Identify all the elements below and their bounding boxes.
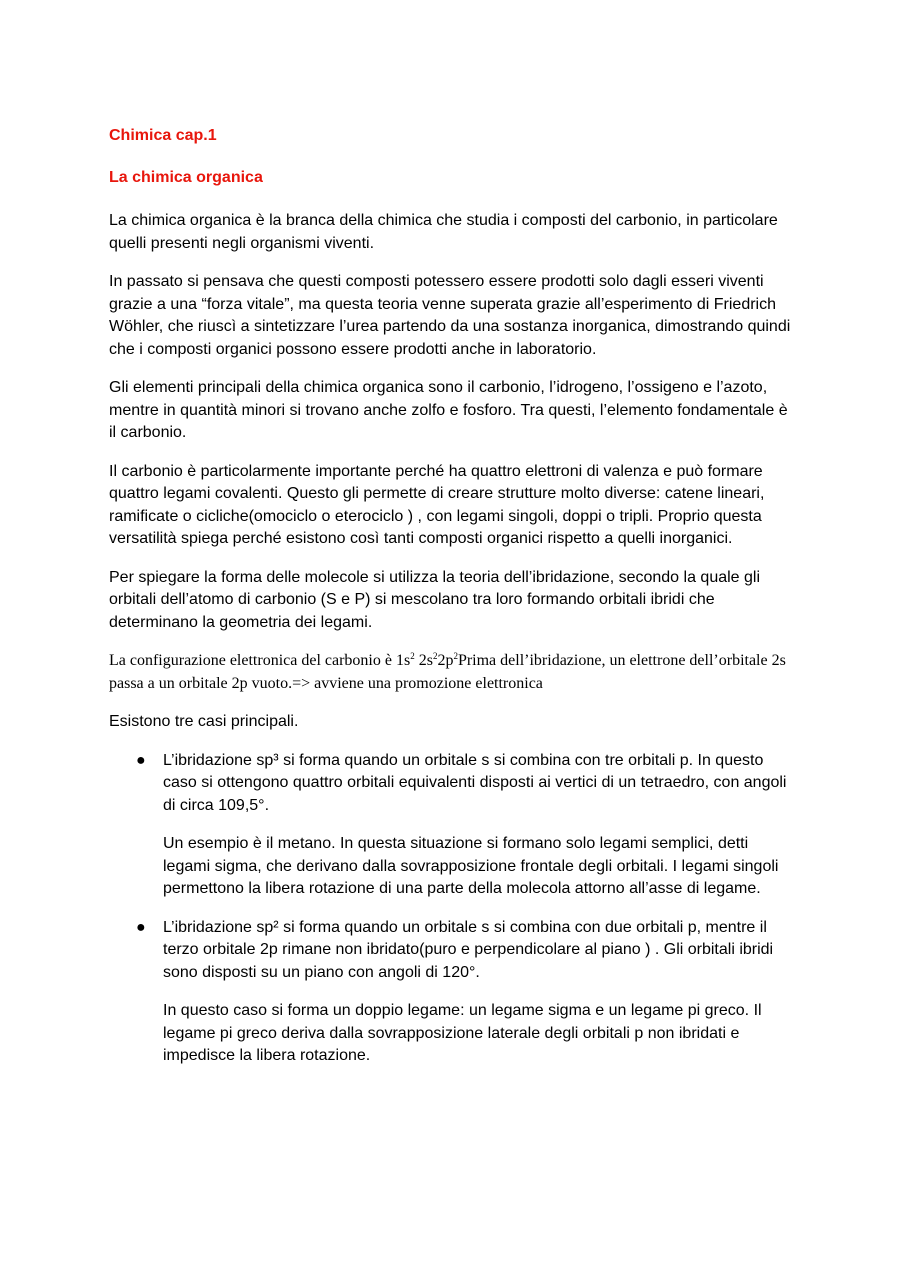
- config-sup-1: 2: [410, 651, 415, 661]
- config-mid-2: 2p: [437, 652, 454, 669]
- paragraph-history: In passato si pensava che questi composti potessero essere prodotti solo dagli esseri viventi grazie a una “forza vitale”, ma questa teoria venne superata grazie all’esperimento di Friedrich Wöhler, che riuscì a sintetizzare l’urea partendo da una sostanza inorganica, dimostrando quindi che i composti organici possono essere prodotti anche in laboratorio.: [109, 273, 791, 358]
- config-mid-1: 2s: [414, 652, 433, 669]
- config-sup-2: 2: [432, 651, 438, 661]
- bullet-text-sp2: L’ibridazione sp² si forma quando un orbitale s si combina con due orbitali p, mentre il terzo orbitale 2p rimane non ibridato(puro e perpendicolare al piano ) . Gli orbitali ibridi sono disposti su un piano con angoli di 120°.: [163, 918, 774, 981]
- paragraph-definition: La chimica organica è la branca della chimica che studia i composti del carbonio, in particolare quelli presenti negli organismi viventi.: [109, 212, 778, 252]
- paragraph-cases-intro: Esistono tre casi principali.: [109, 713, 299, 730]
- list-item-sp3: [109, 750, 799, 901]
- bullet-text-sp3: L’ibridazione sp³ si forma quando un orbitale s si combina con tre orbitali p. In questo caso si ottengono quattro orbitali equivalenti disposti ai vertici di un tetraedro, con angoli di circa 109,5°.: [163, 751, 787, 814]
- section-title: La chimica organica: [109, 169, 263, 186]
- paragraph-electron-configuration: [109, 650, 799, 695]
- config-prefix: La configurazione elettronica del carbonio è 1s: [109, 652, 411, 669]
- bullet-followup-sp2: In questo caso si forma un doppio legame: un legame sigma e un legame pi greco. Il legame pi greco deriva dalla sovrapposizione laterale degli orbitali p non ibridati e impedisce la libera rotazione.: [163, 1002, 762, 1064]
- document-page: [109, 126, 799, 1084]
- bullet-icon: ●: [136, 751, 146, 769]
- document-title: Chimica cap.1: [109, 127, 217, 144]
- bullet-icon: ●: [136, 918, 146, 936]
- paragraph-carbon: Il carbonio è particolarmente importante perché ha quattro elettroni di valenza e può formare quattro legami covalenti. Questo gli permette di creare strutture molto diverse: catene lineari, ramificate o cicliche(omociclo o eterociclo ) , con legami singoli, doppi o tripli. Proprio questa versatilità spiega perché esistono così tanti composti organici rispetto a quelli inorganici.: [109, 462, 765, 547]
- bullet-followup-sp3: Un esempio è il metano. In questa situazione si formano solo legami semplici, detti legami sigma, che derivano dalla sovrapposizione frontale degli orbitali. I legami singoli permettono la libera rotazione di una parte della molecola attorno all’asse di legame.: [163, 835, 779, 897]
- list-item-sp2: [109, 917, 799, 1068]
- paragraph-hybridization: Per spiegare la forma delle molecole si utilizza la teoria dell’ibridazione, secondo la quale gli orbitali dell’atomo di carbonio (S e P) si mescolano tra loro formando orbitali ibridi che determinano la geometria dei legami.: [109, 568, 761, 631]
- config-sup-3: 2: [453, 651, 458, 661]
- config-suffix: Prima dell’ibridazione, un elettrone dell’orbitale 2s passa a un orbitale 2p vuoto.=> avviene una promozione elettronica: [109, 652, 786, 692]
- paragraph-elements: Gli elementi principali della chimica organica sono il carbonio, l’idrogeno, l’ossigeno e l’azoto, mentre in quantità minori si trovano anche zolfo e fosforo. Tra questi, l’elemento fondamentale è il carbonio.: [109, 379, 788, 441]
